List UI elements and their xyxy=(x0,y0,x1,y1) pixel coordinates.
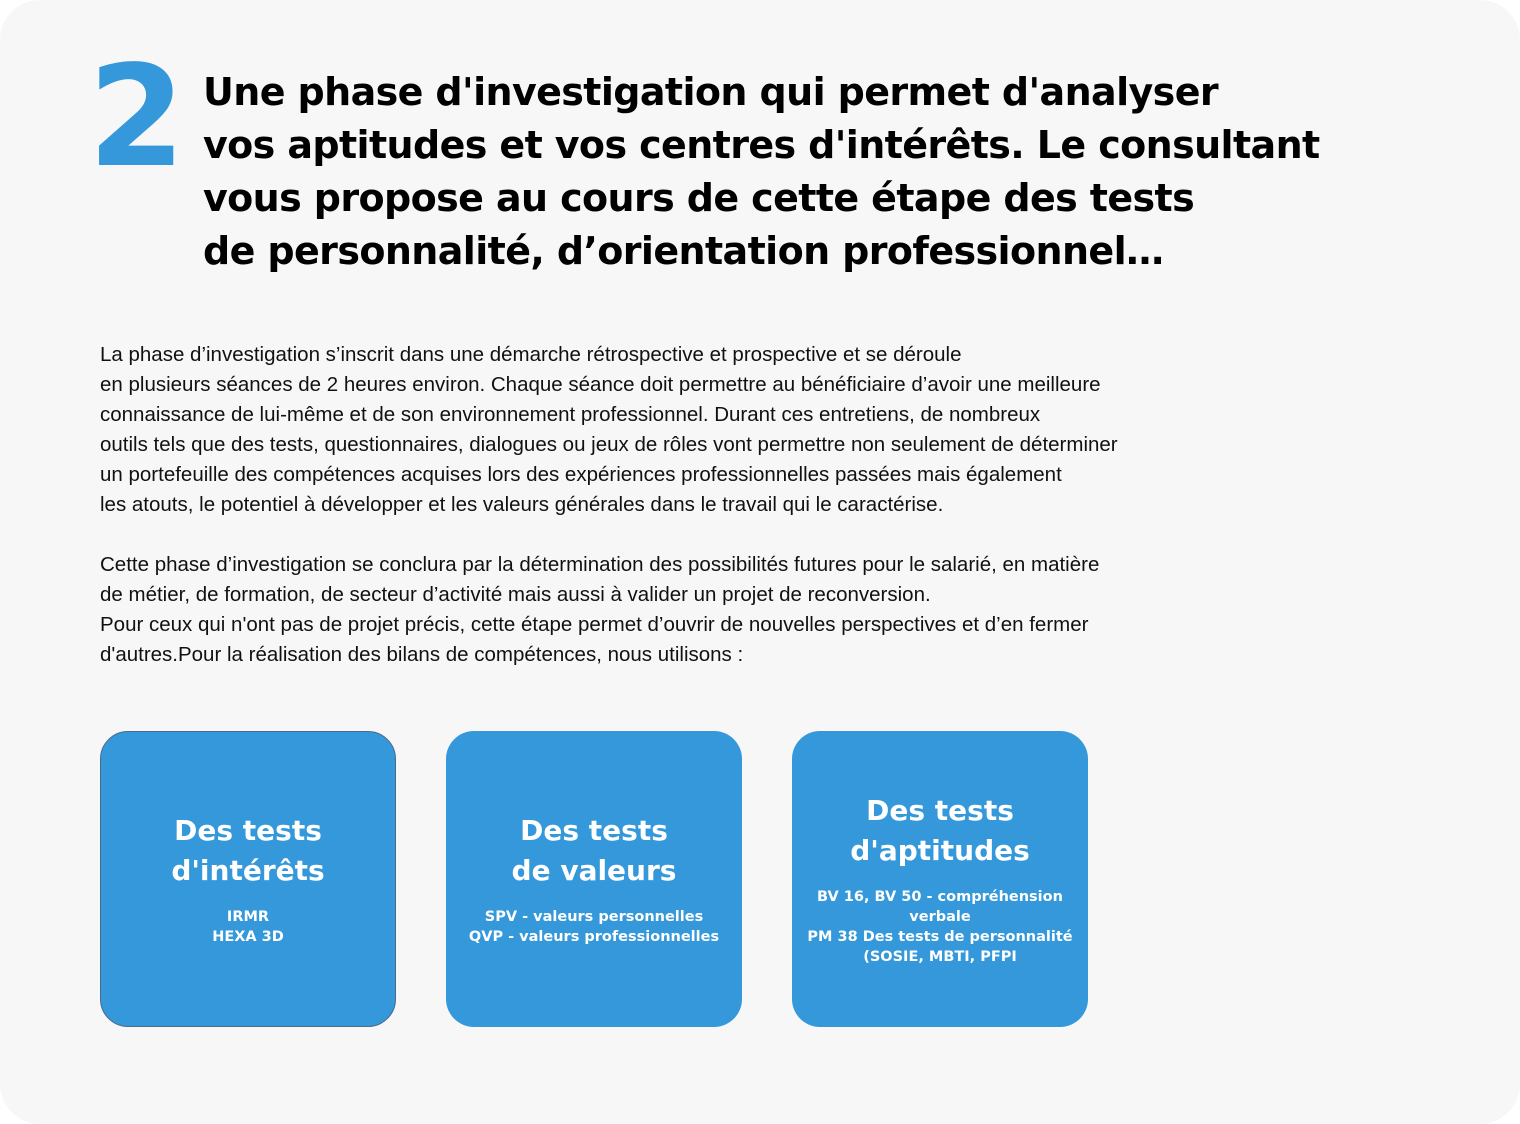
description-paragraph xyxy=(100,340,1380,520)
card-title-line: de valeurs xyxy=(511,854,677,887)
card-detail-line: HEXA 3D xyxy=(212,929,284,945)
step-number: 2 xyxy=(88,36,182,199)
card-detail xyxy=(212,907,284,947)
card-detail-line: SPV - valeurs personnelles xyxy=(484,909,704,925)
paragraph-line: Pour ceux qui n'ont pas de projet précis, cette étape permet d’ouvrir de nouvelles perspectives et d’en fermer xyxy=(100,613,1089,636)
card-detail-line: PM 38 Des tests de personnalité xyxy=(807,929,1073,945)
card-detail xyxy=(469,907,719,947)
card-title xyxy=(171,811,324,891)
headline-line: vos aptitudes et vos centres d'intérêts. Le consultant xyxy=(203,123,1320,167)
headline-line: vous propose au cours de cette étape des tests xyxy=(203,176,1195,220)
card-title-line: Des tests xyxy=(520,814,668,847)
description-paragraph xyxy=(100,550,1380,670)
card-detail-line: IRMR xyxy=(226,909,270,925)
card-detail-line: QVP - valeurs professionnelles xyxy=(468,929,720,945)
card-detail-line: verbale xyxy=(909,909,971,925)
card-title-line: d'aptitudes xyxy=(850,834,1030,867)
card-interest-tests xyxy=(100,731,396,1027)
paragraph-line: de métier, de formation, de secteur d’activité mais aussi à valider un projet de reconversion. xyxy=(100,583,931,606)
step-headline xyxy=(203,66,1383,278)
paragraph-line: un portefeuille des compétences acquises lors des expériences professionnelles passées mais également xyxy=(100,463,1062,486)
card-value-tests xyxy=(446,731,742,1027)
card-title xyxy=(850,791,1030,871)
test-cards xyxy=(100,731,1090,1027)
paragraph-line: La phase d’investigation s’inscrit dans une démarche rétrospective et prospective et se déroule xyxy=(100,343,962,366)
paragraph-line: d'autres.Pour la réalisation des bilans de compétences, nous utilisons : xyxy=(100,643,744,666)
paragraph-line: en plusieurs séances de 2 heures environ. Chaque séance doit permettre au bénéficiaire d’avoir une meilleure xyxy=(100,373,1101,396)
paragraph-line: Cette phase d’investigation se conclura par la détermination des possibilités futures pour le salarié, en matière xyxy=(100,553,1100,576)
description xyxy=(100,340,1380,700)
card-detail-line: (SOSIE, MBTI, PFPI xyxy=(863,949,1017,965)
headline-line: de personnalité, d’orientation professionnel… xyxy=(203,229,1164,273)
paragraph-line: les atouts, le potentiel à développer et les valeurs générales dans le travail qui le caractérise. xyxy=(100,493,944,516)
card-detail xyxy=(807,887,1072,967)
card-title-line: Des tests xyxy=(174,814,322,847)
paragraph-line: connaissance de lui-même et de son environnement professionnel. Durant ces entretiens, de nombreux xyxy=(100,403,1041,426)
card-title-line: Des tests xyxy=(866,794,1014,827)
card-title-line: d'intérêts xyxy=(171,854,325,887)
card-title xyxy=(512,811,677,891)
card-aptitude-tests xyxy=(792,731,1088,1027)
card-detail-line: BV 16, BV 50 - compréhension xyxy=(817,889,1063,905)
paragraph-line: outils tels que des tests, questionnaires, dialogues ou jeux de rôles vont permettre non seulement de déterminer xyxy=(100,433,1118,456)
headline-line: Une phase d'investigation qui permet d'analyser xyxy=(203,70,1219,114)
